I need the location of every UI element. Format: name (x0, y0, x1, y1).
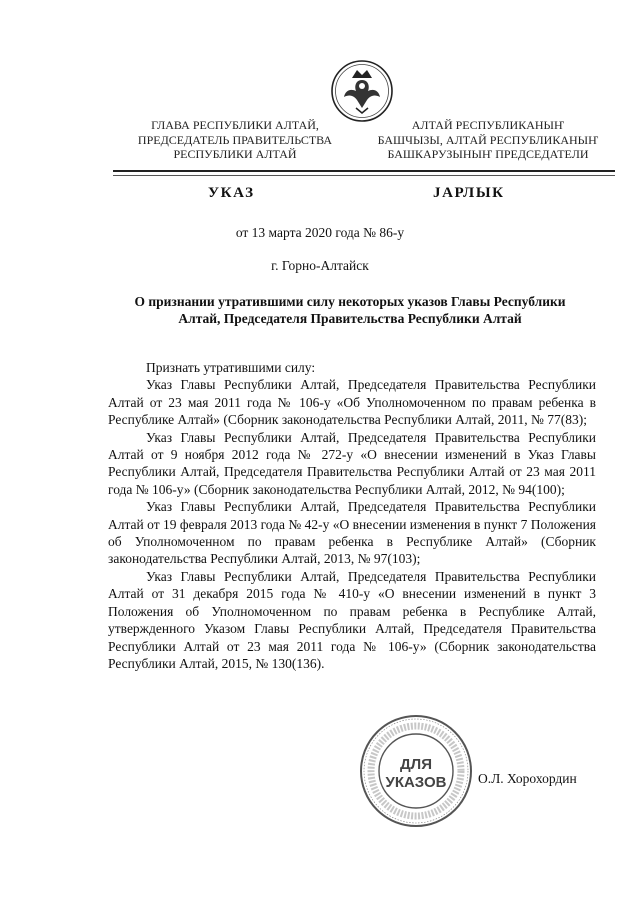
coat-of-arms-emblem (330, 58, 394, 124)
header-right-line: БАШЧЫЗЫ, АЛТАЙ РЕСПУБЛИКАНЫҤ (377, 132, 599, 147)
doc-type-altai: ЈАРЛЫК (433, 185, 505, 201)
decree-date-number: от 13 марта 2020 года № 86-у (235, 225, 405, 240)
header-left-line: РЕСПУБЛИКИ АЛТАЙ (173, 147, 297, 161)
header-divider-thin (113, 175, 615, 176)
header-divider-thick (113, 170, 615, 172)
decree-body (108, 359, 596, 672)
body-intro: Признать утратившими силу: (146, 360, 316, 375)
stamp-text-line1: ДЛЯ (400, 756, 432, 773)
decree-title-line: Алтай, Председателя Правительства Республики Алтай (178, 311, 522, 326)
stamp-text-line2: УКАЗОВ (385, 774, 447, 791)
body-item: Указ Главы Республики Алтай, Председателя Правительства Республики Алтай от 19 февраля 2013 года № 42-у «О внесении изменения в пункт 7 Положения об Уполномоченном по правам ребенка в Республике Алтай» (Сборник законодательства Республики Алтай, 2013, № 97(103); (108, 499, 596, 567)
decree-title (100, 293, 600, 327)
body-item: Указ Главы Республики Алтай, Председателя Правительства Республики Алтай от 31 декабря 2015 года № 410-у «О внесении изменений в пункт 3 Положения об Уполномоченном по правам ребенка в Республике Алтай, утвержденного Указом Главы Республики Алтай, Председателя Правительства Республики Алтай от 23 мая 2011 года № 106-у» (Сборник законодательства Республики Алтай, 2015, № 130(136). (108, 568, 596, 671)
header-right-block (368, 118, 608, 162)
header-right-line: АЛТАЙ РЕСПУБЛИКАНЫҤ (411, 118, 565, 132)
decree-city: г. Горно-Алтайск (271, 258, 369, 273)
body-item: Указ Главы Республики Алтай, Председателя Правительства Республики Алтай от 23 мая 2011 года № 106-у «Об Уполномоченном по правам ребенка в Республике Алтай» (Сборник законодательства Республики Алтай, 2011, № 77(83); (108, 377, 596, 428)
body-item: Указ Главы Республики Алтай, Председателя Правительства Республики Алтай от 9 ноября 2012 года № 272-у «О внесении изменений в Указ Главы Республики Алтай, Председателя Правительства Республики Алтай от 23 мая 2011 года № 106-у» (Сборник законодательства Республики Алтай, 2012, № 94(100); (108, 429, 596, 497)
header-left-line: ПРЕДСЕДАТЕЛЬ ПРАВИТЕЛЬСТВА (137, 132, 333, 147)
header-left-line: ГЛАВА РЕСПУБЛИКИ АЛТАЙ, (151, 118, 319, 132)
header-right-line: БАШКАРУЗЫНЫҤ ПРЕДСЕДАТЕЛИ (387, 147, 589, 161)
header-left-block (115, 118, 355, 162)
decree-title-line: О признании утратившими силу некоторых указов Главы Республики (134, 294, 566, 309)
signatory-name: О.Л. Хорохордин (478, 771, 577, 786)
official-stamp (358, 713, 474, 829)
doc-type-russian: УКАЗ (208, 185, 255, 201)
